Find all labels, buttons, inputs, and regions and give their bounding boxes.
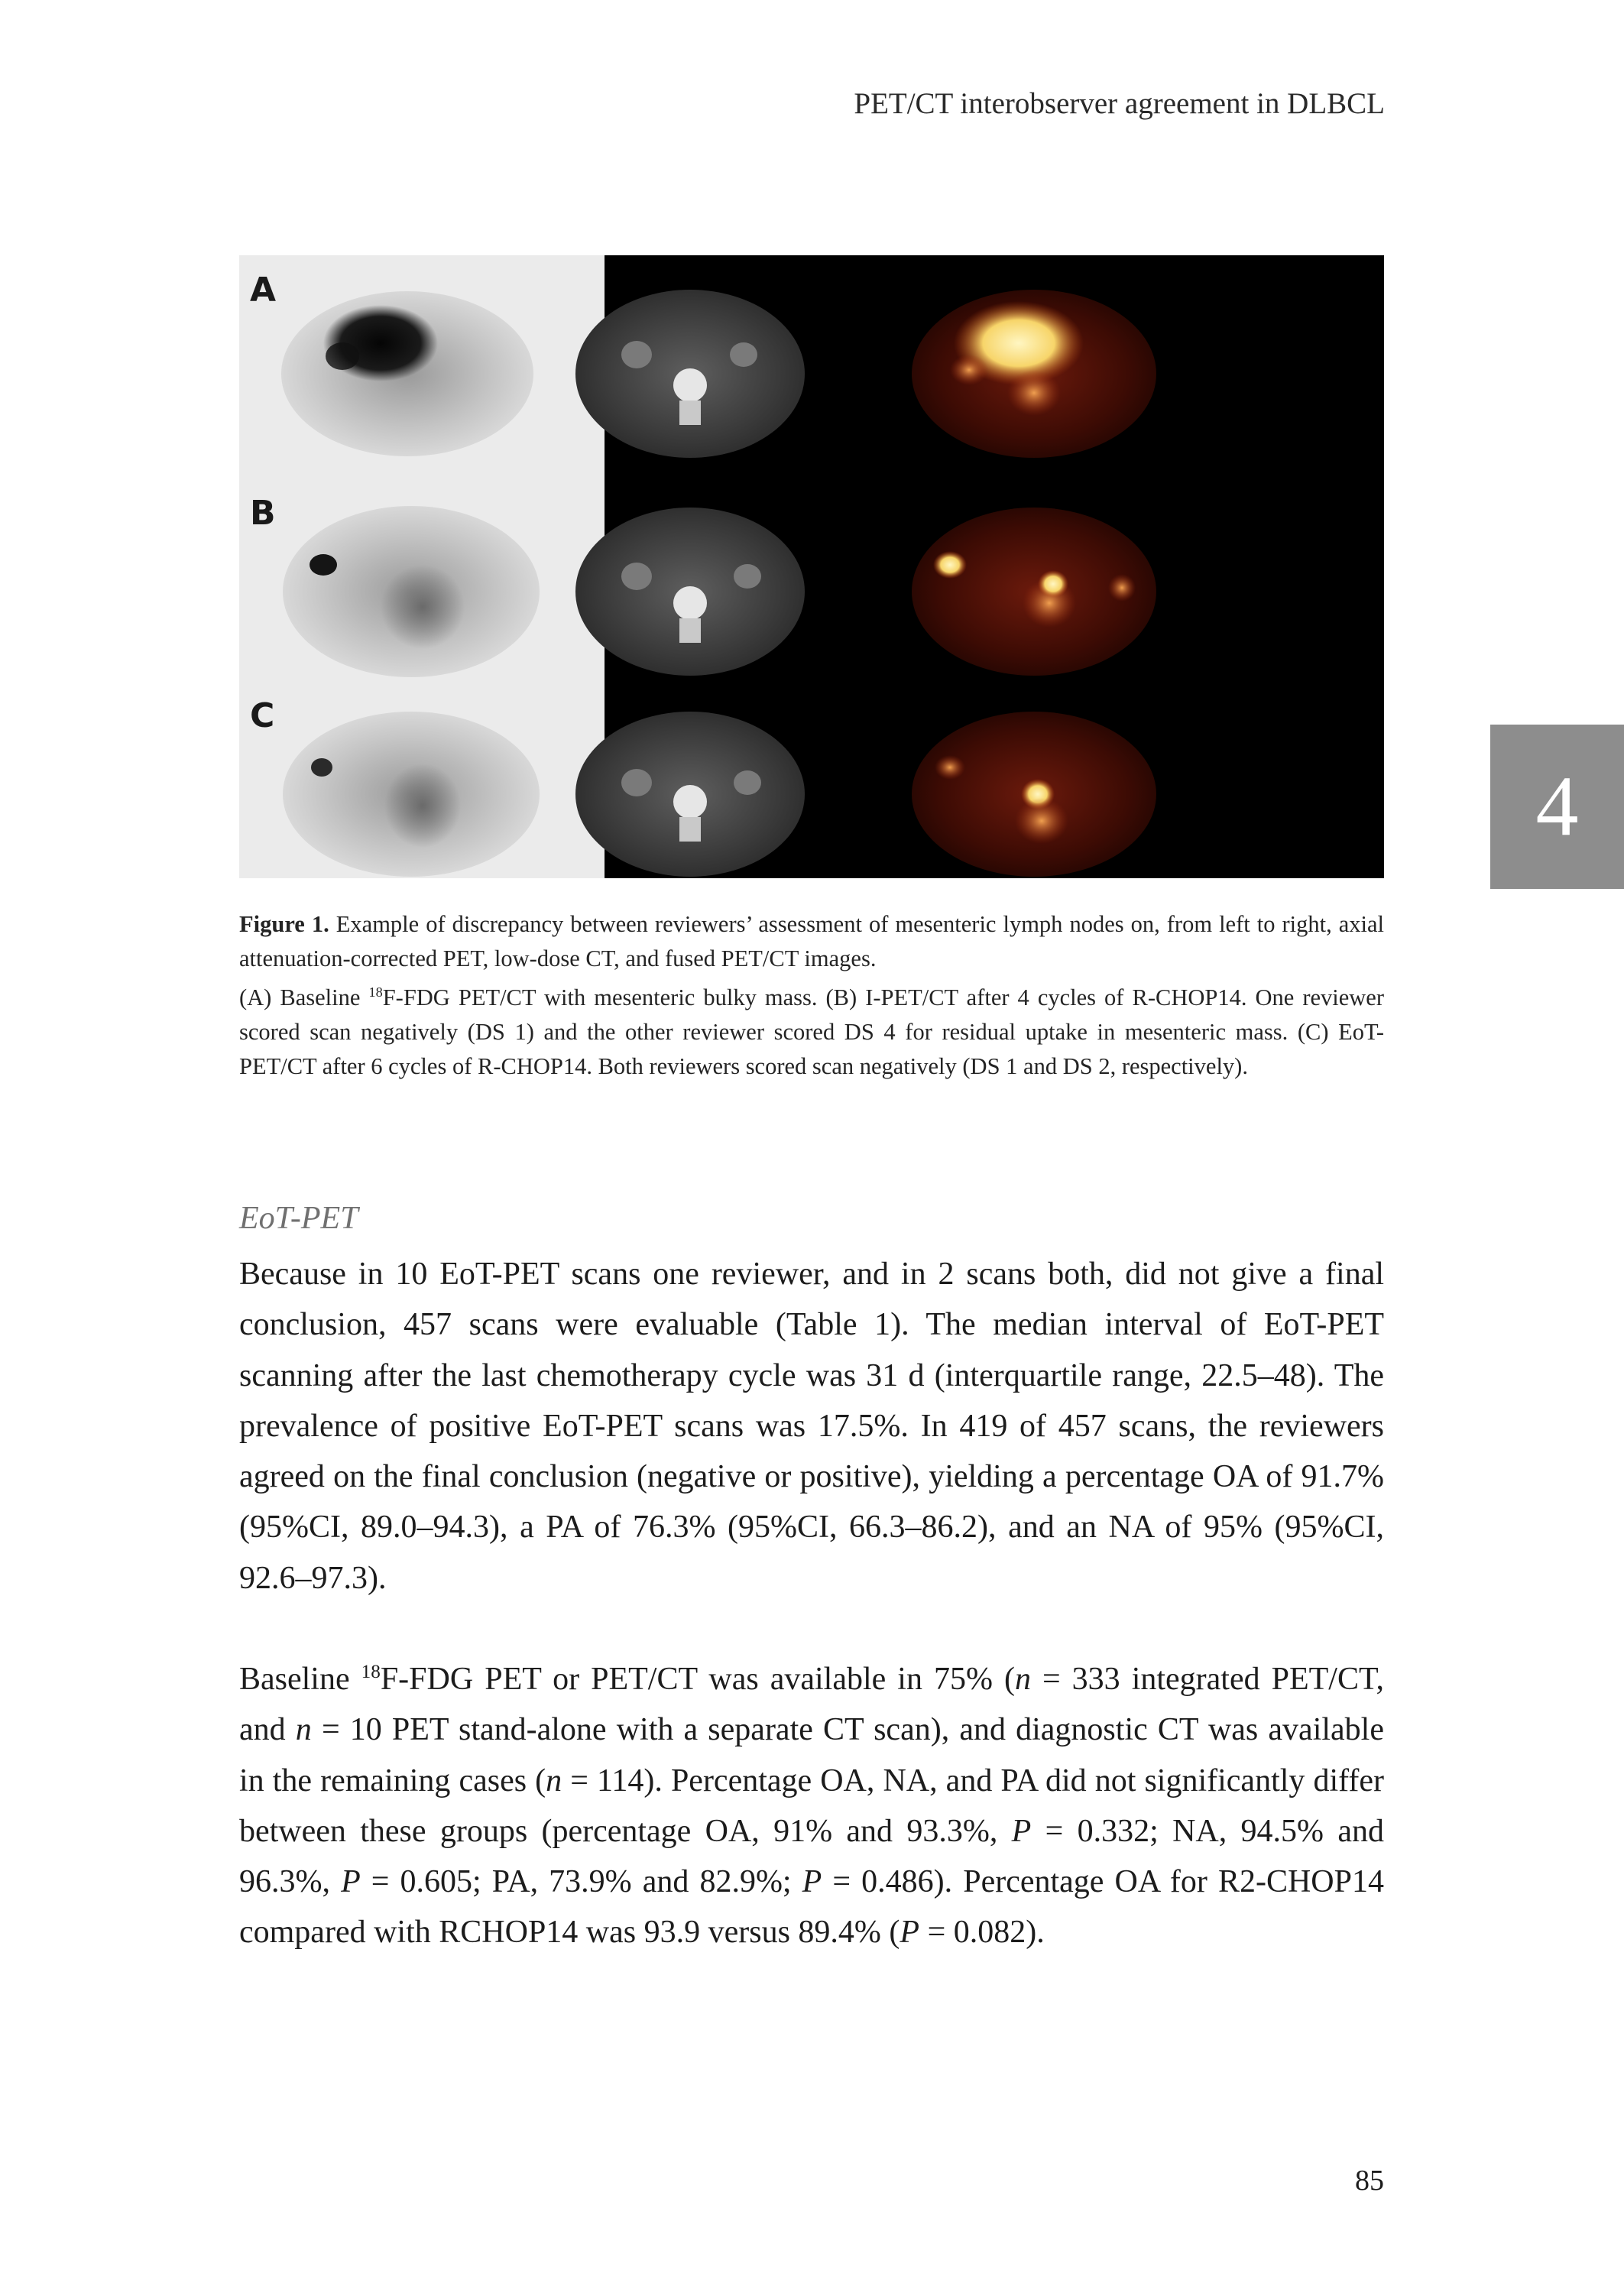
paragraph-1-text: Because in 10 EoT-PET scans one reviewer, and in 2 scans both, did not give a final conclusion, 457 scans were evaluable (Table 1). The median interval of EoT-PET scanning after the last chemotherapy cycle was 31 d (interquartile range, 22.5–48). The prevalence of positive EoT-PET scans was 17.5%. In 419 of 457 scans, the reviewers agreed on the final conclusion (negative or positive), yielding a percentage OA of 91.7% (95%CI, 89.0–94.3), a PA of 76.3% (95%CI, 66.3–86.2), and an NA of 95% (95%CI, 92.6–97.3). bbox=[239, 1257, 1384, 1596]
p2-text: F-FDG PET or PET/CT was available in 75% ( bbox=[380, 1662, 1015, 1697]
caption-line-2 bbox=[239, 981, 1384, 1084]
paragraph-2 bbox=[239, 1654, 1384, 1958]
chapter-tab: 4 bbox=[1490, 725, 1624, 889]
paragraph-1 bbox=[239, 1249, 1384, 1604]
p2-text: = 0.082). bbox=[919, 1915, 1045, 1951]
figure-label: Figure 1. bbox=[239, 911, 329, 937]
running-header: PET/CT interobserver agreement in DLBCL bbox=[854, 87, 1385, 120]
p2-italic-p: P bbox=[1011, 1813, 1032, 1849]
panel-label-b: B bbox=[250, 494, 276, 533]
caption-text-2a: (A) Baseline bbox=[239, 984, 369, 1010]
panel-label-c: C bbox=[250, 696, 275, 735]
p2-italic-n: n bbox=[546, 1763, 562, 1798]
p2-superscript: 18 bbox=[361, 1661, 381, 1682]
fused-uptake-b bbox=[933, 551, 967, 579]
p2-text: = 0.605; PA, 73.9% and 82.9%; bbox=[360, 1864, 802, 1900]
caption-text-2b: F-FDG PET/CT with mesenteric bulky mass. (B) I-PET/CT after 4 cycles of R-CHOP14. One reviewer scored scan negatively (DS 1) and the other reviewer scored DS 4 for residual uptake in mesenteric mass. (C) EoT-PET/CT after 6 cycles of R-CHOP14. Both reviewers scored scan negatively (DS 1 and DS 2, respectively). bbox=[239, 984, 1384, 1079]
p2-italic-n: n bbox=[295, 1712, 312, 1748]
p2-text: = 114). Percentage OA, NA, and PA did not significantly differ between these groups (percentage OA, 91% and 93.3%, bbox=[239, 1763, 1384, 1849]
row-a bbox=[281, 290, 1156, 458]
figure-1 bbox=[239, 255, 1384, 878]
row-c bbox=[283, 712, 1156, 877]
row-b bbox=[283, 506, 1156, 677]
p2-text: = 10 PET stand-alone with a separate CT scan), and diagnostic CT was available in the remaining cases ( bbox=[239, 1712, 1384, 1798]
figure-caption bbox=[239, 907, 1384, 1084]
p2-italic-n: n bbox=[1014, 1662, 1031, 1697]
p2-text: = 333 integrated PET/CT, and bbox=[239, 1662, 1385, 1748]
page-number: 85 bbox=[1355, 2165, 1384, 2197]
caption-line-1 bbox=[239, 907, 1384, 976]
panel-label-a: A bbox=[250, 271, 277, 310]
p2-text: Baseline bbox=[239, 1662, 361, 1697]
p2-italic-p: P bbox=[341, 1864, 361, 1900]
pet-uptake-b bbox=[310, 554, 337, 576]
p2-italic-p: P bbox=[802, 1864, 822, 1900]
caption-text-1: Example of discrepancy between reviewers’ assessment of mesenteric lymph nodes on, from left to right, axial attenuation-corrected PET, low-dose CT, and fused PET/CT images. bbox=[239, 911, 1385, 971]
figure-image bbox=[239, 255, 1384, 878]
p2-italic-p: P bbox=[900, 1915, 920, 1951]
p2-text: = 0.486). Percentage OA for R2-CHOP14 compared with RCHOP14 was 93.9 versus 89.4% ( bbox=[239, 1864, 1384, 1951]
fused-uptake-c bbox=[935, 755, 965, 780]
section-heading: EoT-PET bbox=[239, 1201, 358, 1236]
caption-superscript: 18 bbox=[368, 984, 383, 1001]
pet-uptake-c bbox=[311, 758, 332, 777]
p2-text: = 0.332; NA, 94.5% and 96.3%, bbox=[239, 1813, 1384, 1900]
paragraph-2-text bbox=[239, 1654, 1384, 1958]
